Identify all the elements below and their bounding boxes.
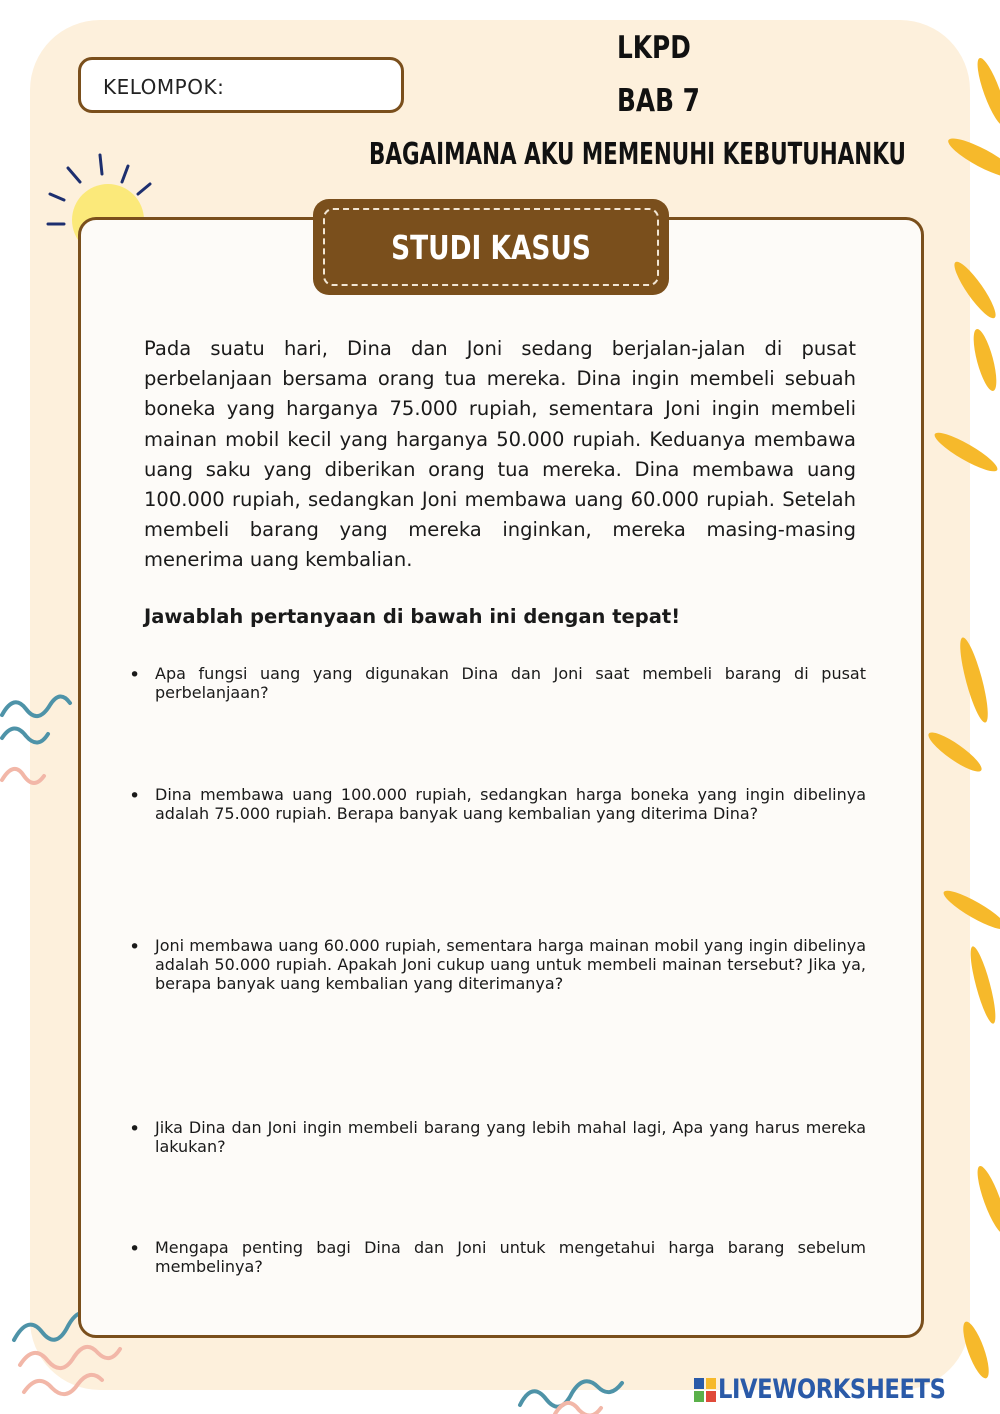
chapter-title: BAB 7 [617,83,700,119]
bullet-icon: • [129,1238,141,1260]
bullet-icon: • [129,664,141,686]
case-study-banner [313,199,669,295]
question-item [129,785,866,823]
liveworksheets-brand: LIVEWORKSHEETS [718,1374,946,1405]
liveworksheets-footer[interactable] [694,1374,990,1406]
question-item [129,1238,866,1276]
question-text: Apa fungsi uang yang digunakan Dina dan Joni saat membeli barang di pusat perbelanjaan? [155,664,866,702]
bullet-icon: • [129,1118,141,1140]
worksheet-title: LKPD [617,30,691,66]
chapter-subtitle: BAGAIMANA AKU MEMENUHI KEBUTUHANKU [369,137,906,172]
question-item [129,1118,866,1156]
banner-label: STUDI KASUS [391,228,591,267]
case-study-content [144,334,866,632]
question-text: Dina membawa uang 100.000 rupiah, sedangkan harga boneka yang ingin dibelinya adalah 75.000 rupiah. Berapa banyak uang kembalian yang diterima Dina? [155,785,866,823]
question-text: Joni membawa uang 60.000 rupiah, sementara harga mainan mobil yang ingin dibelinya adalah 50.000 rupiah. Apakah Joni cukup uang untuk membeli mainan tersebut? Jika ya, berapa banyak uang kembalian yang diterimanya? [155,936,866,993]
question-text: Jika Dina dan Joni ingin membeli barang yang lebih mahal lagi, Apa yang harus mereka lakukan? [155,1118,866,1156]
case-study-paragraph: Pada suatu hari, Dina dan Joni sedang berjalan-jalan di pusat perbelanjaan bersama orang tua mereka. Dina ingin membeli sebuah boneka yang harganya 75.000 rupiah, sementara Joni ingin membeli mainan mobil kecil yang harganya 50.000 rupiah. Keduanya membawa uang saku yang diberikan orang tua mereka. Dina membawa uang 100.000 rupiah, sedangkan Joni membawa uang 60.000 rupiah. Setelah membeli barang yang mereka inginkan, mereka masing-masing menerima uang kembalian. [144,337,856,572]
group-name-field[interactable] [78,57,404,113]
instruction-text: Jawablah pertanyaan di bawah ini dengan tepat! [144,604,681,628]
question-item [129,936,866,993]
question-item [129,664,866,702]
question-text: Mengapa penting bagi Dina dan Joni untuk mengetahui harga barang sebelum membelinya? [155,1238,866,1276]
bullet-icon: • [129,936,141,958]
group-name-label: KELOMPOK: [103,75,225,99]
bullet-icon: • [129,785,141,807]
liveworksheets-logo-icon [694,1378,716,1402]
